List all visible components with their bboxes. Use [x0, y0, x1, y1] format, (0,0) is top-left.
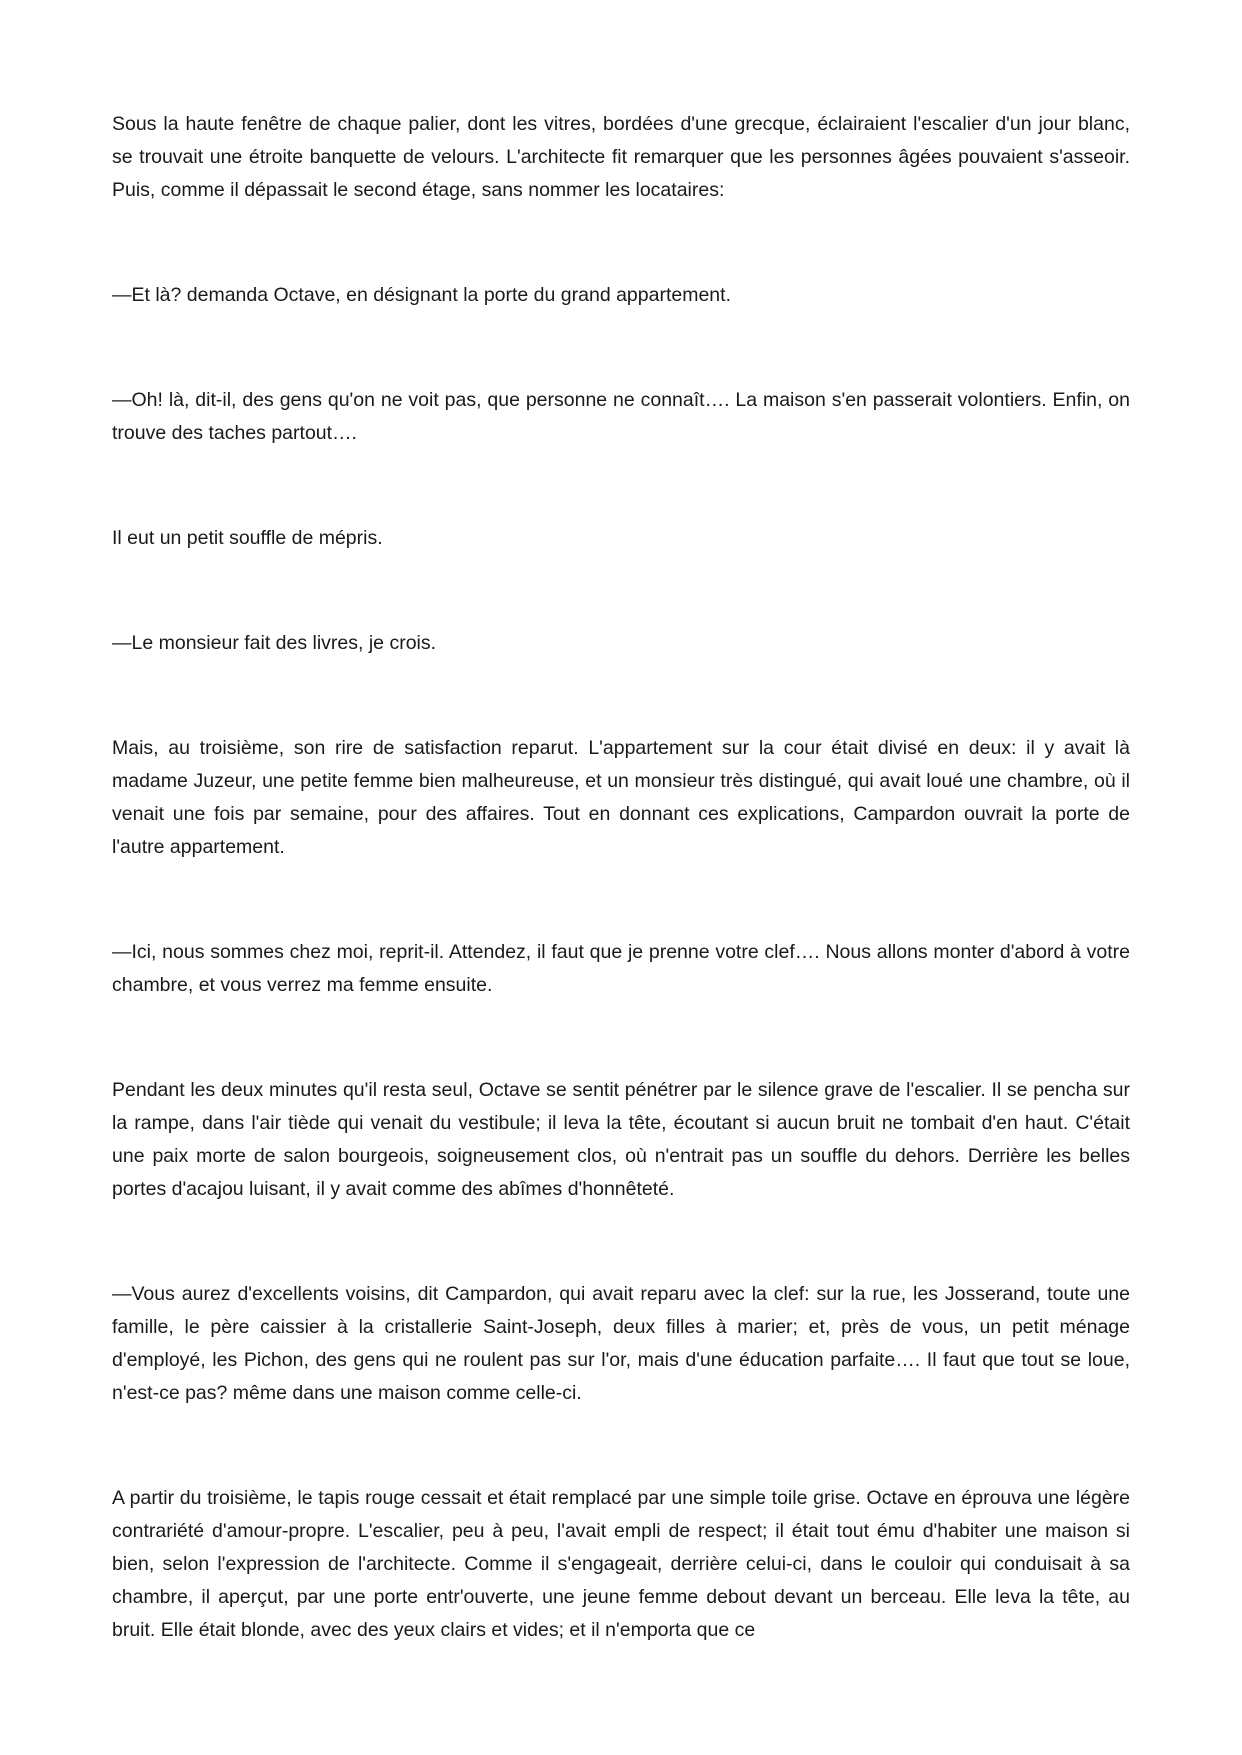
paragraph-2: —Et là? demanda Octave, en désignant la porte du grand appartement. [112, 284, 731, 306]
document-page [112, 108, 1130, 1647]
paragraph-gap [112, 1206, 1130, 1278]
paragraph-6: Mais, au troisième, son rire de satisfaction reparut. L'appartement sur la cour était divisé en deux: il y avait là madame Juzeur, une petite femme bien malheureuse, et un monsieur très distingué, qui avait loué une chambre, où il venait une fois par semaine, pour des affaires. Tout en donnant ces explications, Campardon ouvrait la porte de l'autre appartement. [112, 737, 1130, 858]
paragraph-8: Pendant les deux minutes qu'il resta seul, Octave se sentit pénétrer par le silence grave de l'escalier. Il se pencha sur la rampe, dans l'air tiède qui venait du vestibule; il leva la tête, écoutant si aucun bruit ne tombait d'en haut. C'était une paix morte de salon bourgeois, soigneusement clos, où n'entrait pas un souffle du dehors. Derrière les belles portes d'acajou luisant, il y avait comme des abîmes d'honnêteté. [112, 1079, 1130, 1200]
paragraph-10: A partir du troisième, le tapis rouge cessait et était remplacé par une simple toile grise. Octave en éprouva une légère contrariété d'amour-propre. L'escalier, peu à peu, l'avait empli de respect; il était tout ému d'habiter une maison si bien, selon l'expression de l'architecte. Comme il s'engageait, derrière celui-ci, dans le couloir qui conduisait à sa chambre, il aperçut, par une porte entr'ouverte, une jeune femme debout devant un berceau. Elle leva la tête, au bruit. Elle était blonde, avec des yeux clairs et vides; et il n'emporta que ce [112, 1487, 1130, 1641]
paragraph-gap [112, 660, 1130, 732]
paragraph-gap [112, 312, 1130, 384]
paragraph-9: —Vous aurez d'excellents voisins, dit Campardon, qui avait reparu avec la clef: sur la rue, les Josserand, toute une famille, le père caissier à la cristallerie Saint-Joseph, deux filles à marier; et, près de vous, un petit ménage d'employé, les Pichon, des gens qui ne roulent pas sur l'or, mais d'une éducation parfaite…. Il faut que tout se loue, n'est-ce pas? même dans une maison comme celle-ci. [112, 1283, 1130, 1404]
paragraph-gap [112, 864, 1130, 936]
paragraph-1: Sous la haute fenêtre de chaque palier, dont les vitres, bordées d'une grecque, éclairaient l'escalier d'un jour blanc, se trouvait une étroite banquette de velours. L'architecte fit remarquer que les personnes âgées pouvaient s'asseoir. Puis, comme il dépassait le second étage, sans nommer les locataires: [112, 113, 1130, 201]
paragraph-gap [112, 450, 1130, 522]
paragraph-5: —Le monsieur fait des livres, je crois. [112, 632, 437, 654]
paragraph-4: Il eut un petit souffle de mépris. [112, 527, 383, 549]
paragraph-gap [112, 555, 1130, 627]
paragraph-gap [112, 207, 1130, 279]
paragraph-gap [112, 1410, 1130, 1482]
paragraph-3: —Oh! là, dit-il, des gens qu'on ne voit pas, que personne ne connaît…. La maison s'en passerait volontiers. Enfin, on trouve des taches partout…. [112, 389, 1130, 444]
paragraph-7: —Ici, nous sommes chez moi, reprit-il. Attendez, il faut que je prenne votre clef…. Nous allons monter d'abord à votre chambre, et vous verrez ma femme ensuite. [112, 941, 1130, 996]
paragraph-gap [112, 1002, 1130, 1074]
